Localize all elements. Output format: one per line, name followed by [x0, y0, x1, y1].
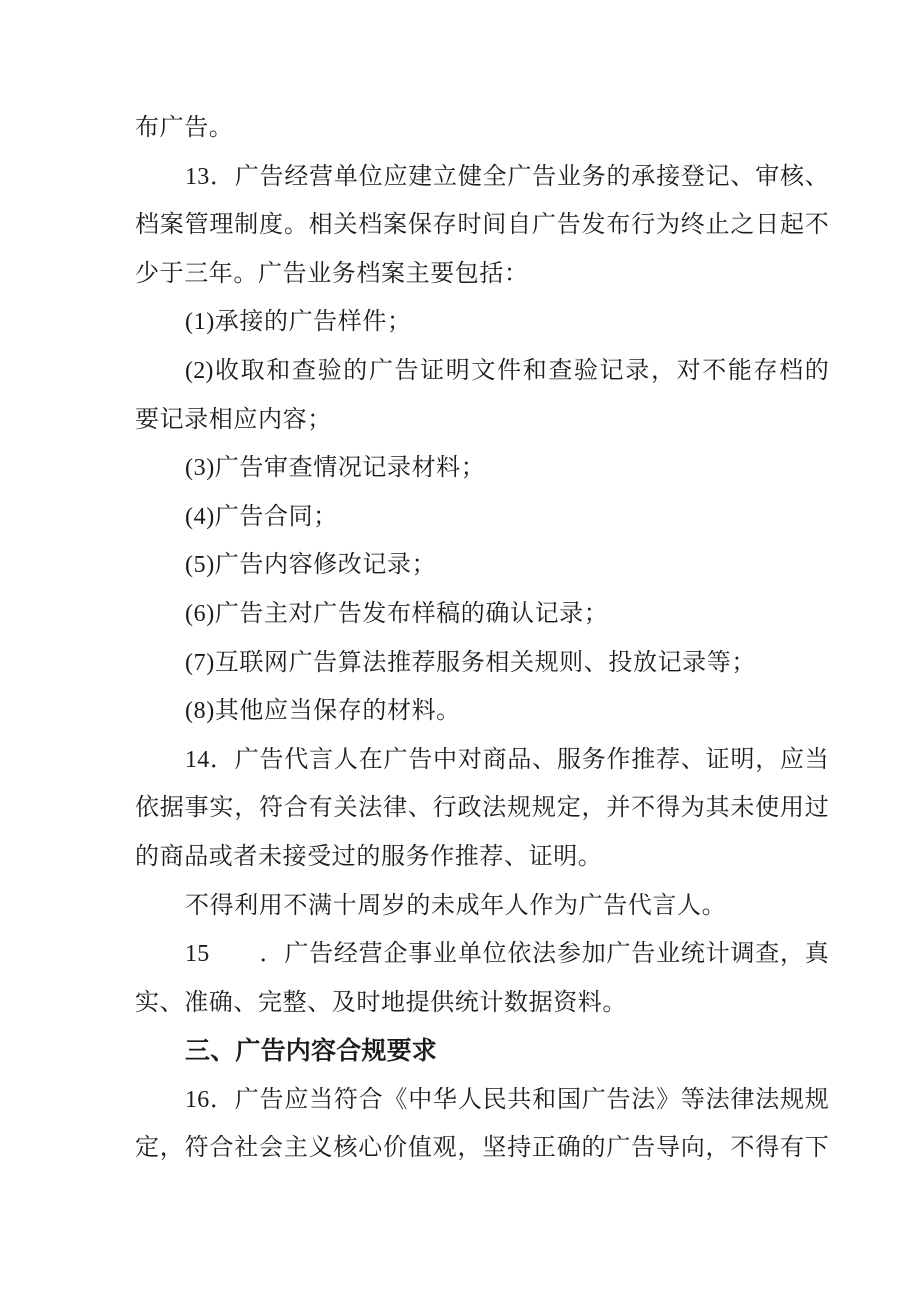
- document-line: 14．广告代言人在广告中对商品、服务作推荐、证明，应当: [185, 746, 829, 773]
- document-line: 定，符合社会主义核心价值观，坚持正确的广告导向，不得有下: [135, 1135, 829, 1162]
- document-line: 的商品或者未接受过的服务作推荐、证明。: [135, 843, 603, 870]
- document-line: 不得利用不满十周岁的未成年人作为广告代言人。: [185, 892, 727, 919]
- document-line: 13．广告经营单位应建立健全广告业务的承接登记、审核、: [185, 163, 829, 190]
- document-line: (7)互联网广告算法推荐服务相关规则、投放记录等；: [185, 649, 756, 676]
- document-line: 档案管理制度。相关档案保存时间自广告发布行为终止之日起不: [135, 212, 829, 239]
- document-text-block: [135, 104, 829, 1173]
- document-line: (6)广告主对广告发布样稿的确认记录；: [185, 600, 609, 627]
- section-heading: 三、广告内容合规要求: [185, 1037, 438, 1066]
- document-line: (1)承接的广告样件；: [185, 309, 412, 336]
- document-line: (2)收取和查验的广告证明文件和查验记录，对不能存档的: [185, 357, 829, 384]
- document-line: 实、准确、完整、及时地提供统计数据资料。: [135, 989, 627, 1016]
- document-line: (5)广告内容修改记录；: [185, 552, 437, 579]
- document-line: (4)广告合同；: [185, 503, 338, 530]
- document-line: 要记录相应内容；: [135, 406, 332, 433]
- document-line: 15 ．广告经营企事业单位依法参加广告业统计调查，真: [185, 941, 829, 968]
- document-line: 依据事实，符合有关法律、行政法规规定，并不得为其未使用过: [135, 795, 829, 822]
- document-line: (8)其他应当保存的材料。: [185, 698, 461, 725]
- document-line: (3)广告审查情况记录材料；: [185, 455, 486, 482]
- document-line: 少于三年。广告业务档案主要包括：: [135, 260, 529, 287]
- document-line: 布广告。: [135, 115, 234, 141]
- document-line: 16．广告应当符合《中华人民共和国广告法》等法律法规规: [185, 1086, 829, 1113]
